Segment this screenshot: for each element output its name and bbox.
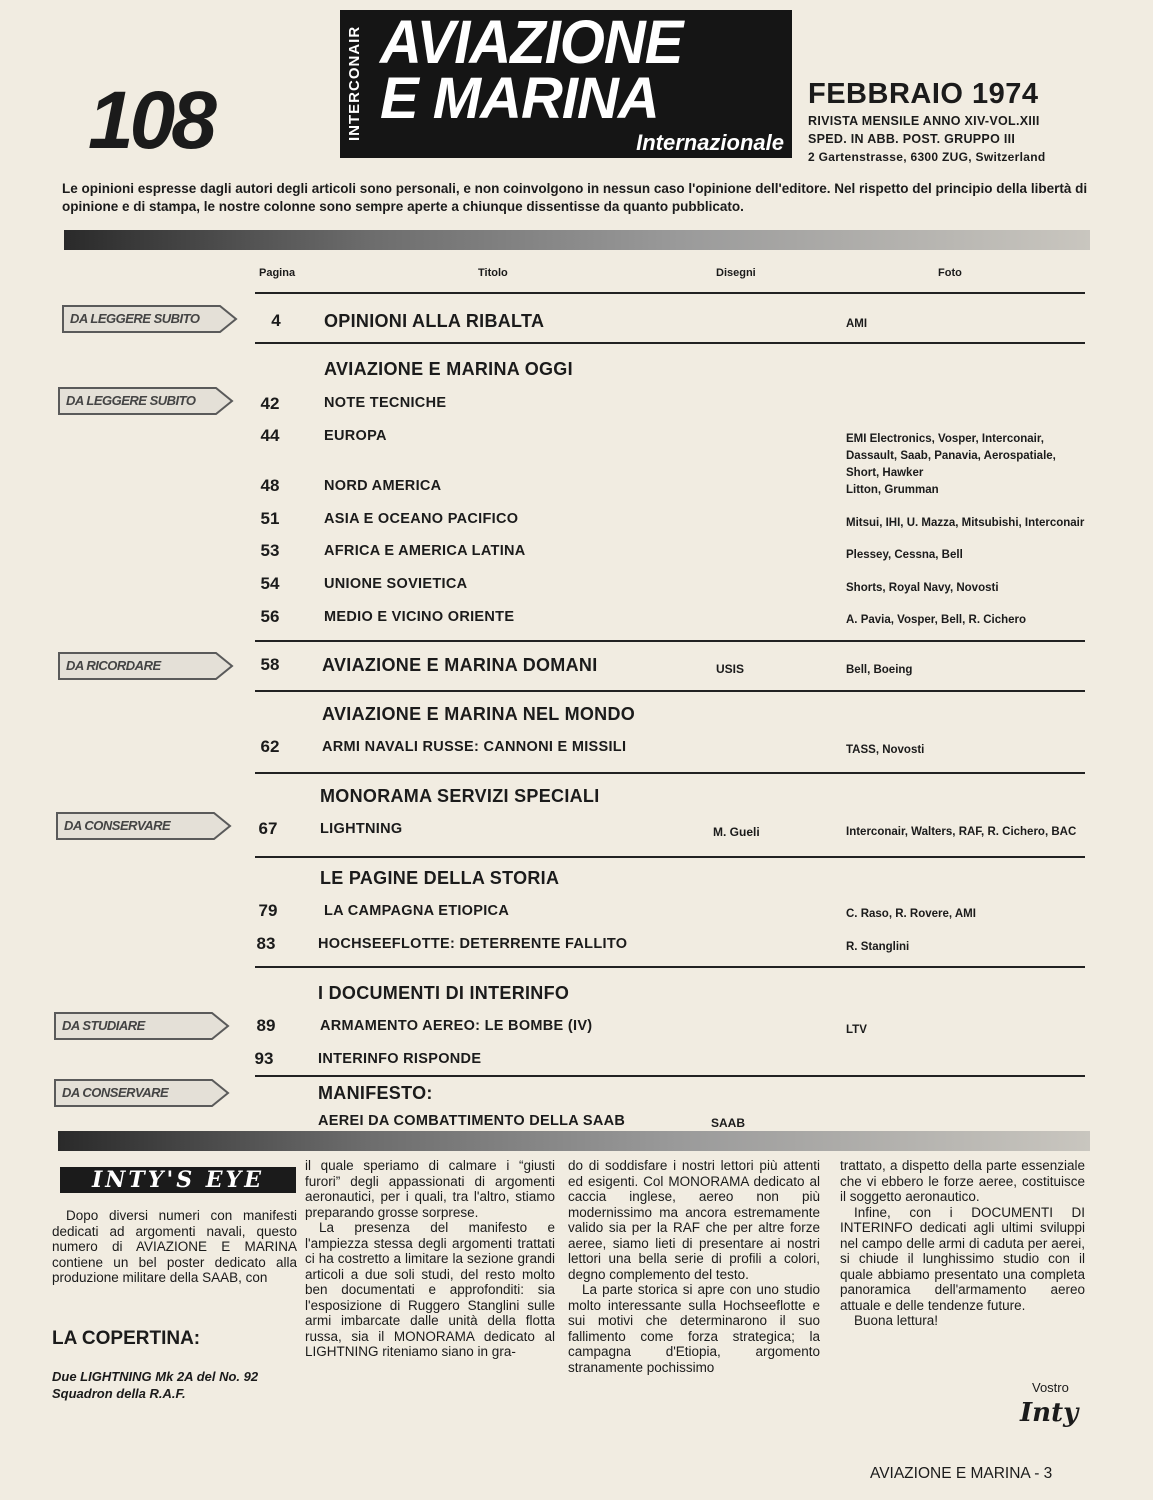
label-keep: DA CONSERVARE: [54, 1078, 230, 1108]
toc-rule: [255, 640, 1085, 642]
toc-title: LA CAMPAGNA ETIOPICA: [324, 903, 510, 919]
editorial-paragraph: Infine, con i DOCUMENTI DI INTERINFO dedicati agli ultimi sviluppi nel campo delle armi di caduta per aerei, si chiude il lunghissimo studio con il quale abbiamo presentato una completa panoramica dell'armamento aereo attuale e delle tendenze future.: [840, 1204, 1085, 1313]
toc-drawings: M. Gueli: [713, 825, 760, 839]
issue-number: 108: [88, 75, 213, 166]
toc-rule: [255, 1075, 1085, 1077]
toc-title: AEREI DA COMBATTIMENTO DELLA SAAB: [318, 1113, 626, 1129]
label-read-now: DA LEGGERE SUBITO: [58, 386, 234, 416]
cover-title: LA COPERTINA:: [52, 1328, 201, 1349]
editorial-paragraph: il quale speriamo di calmare i “giusti furori” degli appassionati di argomenti aeronautici, per i quali, tra l'altro, stiamo preparando grosse sorprese.: [305, 1158, 555, 1220]
toc-rule: [255, 690, 1085, 692]
toc-section-title: MANIFESTO:: [318, 1083, 433, 1103]
toc-page-number: 83: [256, 934, 276, 953]
signature-label: Vostro: [1032, 1380, 1069, 1395]
label-study: DA STUDIARE: [54, 1011, 230, 1041]
toc-section-title: AVIAZIONE E MARINA NEL MONDO: [322, 704, 636, 724]
toc-title: ARMAMENTO AEREO: LE BOMBE (IV): [320, 1018, 593, 1034]
editorial-paragraph: do di soddisfare i nostri lettori più attenti ed esigenti. Col MONORAMA dedicato al caccia inglese, aereo non più modernissimo ma ancora estremamente valido sia per la RAF che per altre forze aeree, siamo lieti di presentare ai nostri lettori una bella serie di profili a colori, degno complemento del testo.: [568, 1158, 820, 1282]
signature: Inty: [1020, 1398, 1079, 1428]
toc-photos: Shorts, Royal Navy, Novosti: [846, 582, 999, 594]
address: 2 Gartenstrasse, 6300 ZUG, Switzerland: [808, 150, 1046, 164]
toc-title: EUROPA: [324, 428, 387, 444]
toc-page-number: 4: [271, 311, 281, 330]
toc-title: AVIAZIONE E MARINA DOMANI: [322, 655, 598, 675]
editorial-column: [840, 1158, 1085, 1329]
editorial-column: [52, 1208, 297, 1286]
toc-page-number: 89: [256, 1016, 276, 1035]
editorial-paragraph: Dopo diversi numeri con manifesti dedicati ad argomenti navali, questo numero di AVIAZIONE E MARINA contiene un bel poster dedicato alla produzione militare della SAAB, con: [52, 1208, 297, 1285]
toc-section-title: LE PAGINE DELLA STORIA: [320, 868, 560, 888]
toc-page-number: 58: [260, 655, 280, 674]
toc-section-title: I DOCUMENTI DI INTERINFO: [318, 983, 570, 1003]
toc-photos: TASS, Novosti: [846, 744, 925, 756]
label-remember: DA RICORDARE: [58, 651, 234, 681]
toc-page-number: 53: [260, 541, 280, 560]
publication-info: RIVISTA MENSILE ANNO XIV-VOL.XIII: [808, 114, 1040, 128]
toc-page-number: 48: [260, 476, 280, 495]
editorial-paragraph: Buona lettura!: [854, 1313, 939, 1328]
toc-title: AFRICA E AMERICA LATINA: [324, 543, 526, 559]
label-read-now: DA LEGGERE SUBITO: [62, 304, 238, 334]
toc-page-number: 56: [260, 607, 280, 626]
logo-title-line3: Internazionale: [636, 130, 784, 155]
logo-side-text: INTERCONAIR: [346, 25, 363, 141]
toc-photos: R. Stanglini: [846, 941, 910, 953]
toc-photos: Mitsui, IHI, U. Mazza, Mitsubishi, Interconair: [846, 517, 1085, 529]
toc-drawings: SAAB: [711, 1116, 746, 1130]
toc-photos: Plessey, Cessna, Bell: [846, 549, 963, 561]
toc-title: ARMI NAVALI RUSSE: CANNONI E MISSILI: [322, 739, 627, 755]
toc-page-number: 79: [258, 901, 278, 920]
issue-date: FEBBRAIO 1974: [808, 78, 1039, 110]
toc-photos: A. Pavia, Vosper, Bell, R. Cichero: [846, 614, 1027, 626]
magazine-logo: [340, 10, 792, 158]
editorial-paragraph: trattato, a dispetto della parte essenziale che vi ebbero le forze aeree, costituisce il soggetto aeronautico.: [840, 1158, 1085, 1204]
toc-page-number: 54: [260, 574, 280, 593]
toc-rule: [255, 342, 1085, 344]
toc-page-number: 62: [260, 737, 280, 756]
toc-title: MEDIO E VICINO ORIENTE: [324, 609, 515, 625]
toc-photos: Bell, Boeing: [846, 664, 913, 676]
toc-title: NORD AMERICA: [324, 478, 442, 494]
toc-section-title: AVIAZIONE E MARINA OGGI: [324, 359, 573, 379]
toc-title: HOCHSEEFLOTTE: DETERRENTE FALLITO: [318, 936, 628, 952]
disclaimer: Le opinioni espresse dagli autori degli articoli sono personali, e non coinvolgono in nessun caso l'opinione dell'editore. Nel rispetto del principio della libertà di opinione e di stampa, le nostre colonne sono sempre aperte a chiunque dissentisse da quanto pubblicato.: [62, 181, 1088, 214]
postal-info: SPED. IN ABB. POST. GRUPPO III: [808, 132, 1016, 146]
toc-page-number: 93: [254, 1049, 274, 1068]
logo-title-line1: AVIAZIONE: [380, 10, 683, 77]
label-keep: DA CONSERVARE: [56, 811, 232, 841]
toc-section-title: MONORAMA SERVIZI SPECIALI: [320, 786, 600, 806]
header-title: Titolo: [478, 267, 508, 279]
header-drawings: Disegni: [716, 267, 756, 279]
toc-page-number: 42: [260, 394, 280, 413]
toc-photos: EMI Electronics, Vosper, Interconair, Dassault, Saab, Panavia, Aerospatiale, Short, Hawker: [846, 433, 1056, 479]
toc-page-number: 67: [258, 819, 278, 838]
toc-drawings: USIS: [716, 662, 745, 676]
toc-title: ASIA E OCEANO PACIFICO: [324, 511, 519, 527]
toc-photos: Interconair, Walters, RAF, R. Cichero, BAC: [846, 826, 1077, 838]
toc-photos: AMI: [846, 318, 868, 330]
toc-photos: Litton, Grumman: [846, 484, 939, 496]
editorial-heading: INTY'S EYE: [60, 1167, 296, 1193]
toc-title: LIGHTNING: [320, 821, 403, 837]
header-photos: Foto: [938, 267, 962, 279]
toc-page-number: 44: [260, 426, 280, 445]
toc-rule: [255, 966, 1085, 968]
bottom-band-divider: [58, 1131, 1090, 1151]
editorial-paragraph: La parte storica si apre con uno studio molto interessante sulla Hochseeflotte e sui motivi che determinarono il suo fallimento come forza strategica; la campagna d'Etiopia, argomento stranamente pochissimo: [568, 1282, 820, 1375]
editorial-column: [568, 1158, 820, 1375]
toc-rule: [255, 856, 1085, 858]
toc-rule: [255, 292, 1085, 294]
editorial-paragraph: La presenza del manifesto e l'ampiezza stessa degli argomenti trattati ci ha costretto a limitare la sezione grandi articoli a due soli studi, del resto molto ben documentati e approfonditi: sia l'esposizione di Ruggero Stanglini sulle armi imbarcate dalle unità della flotta russa, sia il MONORAMA dedicato al LIGHTNING riteniamo siano in gra-: [305, 1220, 555, 1359]
logo-title-line2: E MARINA: [380, 66, 659, 131]
toc-page-number: 51: [260, 509, 280, 528]
toc-title: INTERINFO RISPONDE: [318, 1051, 482, 1067]
page-footer: AVIAZIONE E MARINA - 3: [870, 1465, 1053, 1482]
header-page: Pagina: [259, 267, 296, 279]
top-band-divider: [64, 230, 1090, 250]
toc-title: UNIONE SOVIETICA: [324, 576, 468, 592]
toc-title: NOTE TECNICHE: [324, 395, 447, 411]
toc-rule: [255, 772, 1085, 774]
cover-caption: Due LIGHTNING Mk 2A del No. 92 Squadron della R.A.F.: [52, 1369, 259, 1401]
toc-title: OPINIONI ALLA RIBALTA: [324, 311, 545, 331]
editorial-column: [305, 1158, 555, 1360]
toc-photos: C. Raso, R. Rovere, AMI: [846, 908, 976, 920]
toc-photos: LTV: [846, 1024, 867, 1036]
